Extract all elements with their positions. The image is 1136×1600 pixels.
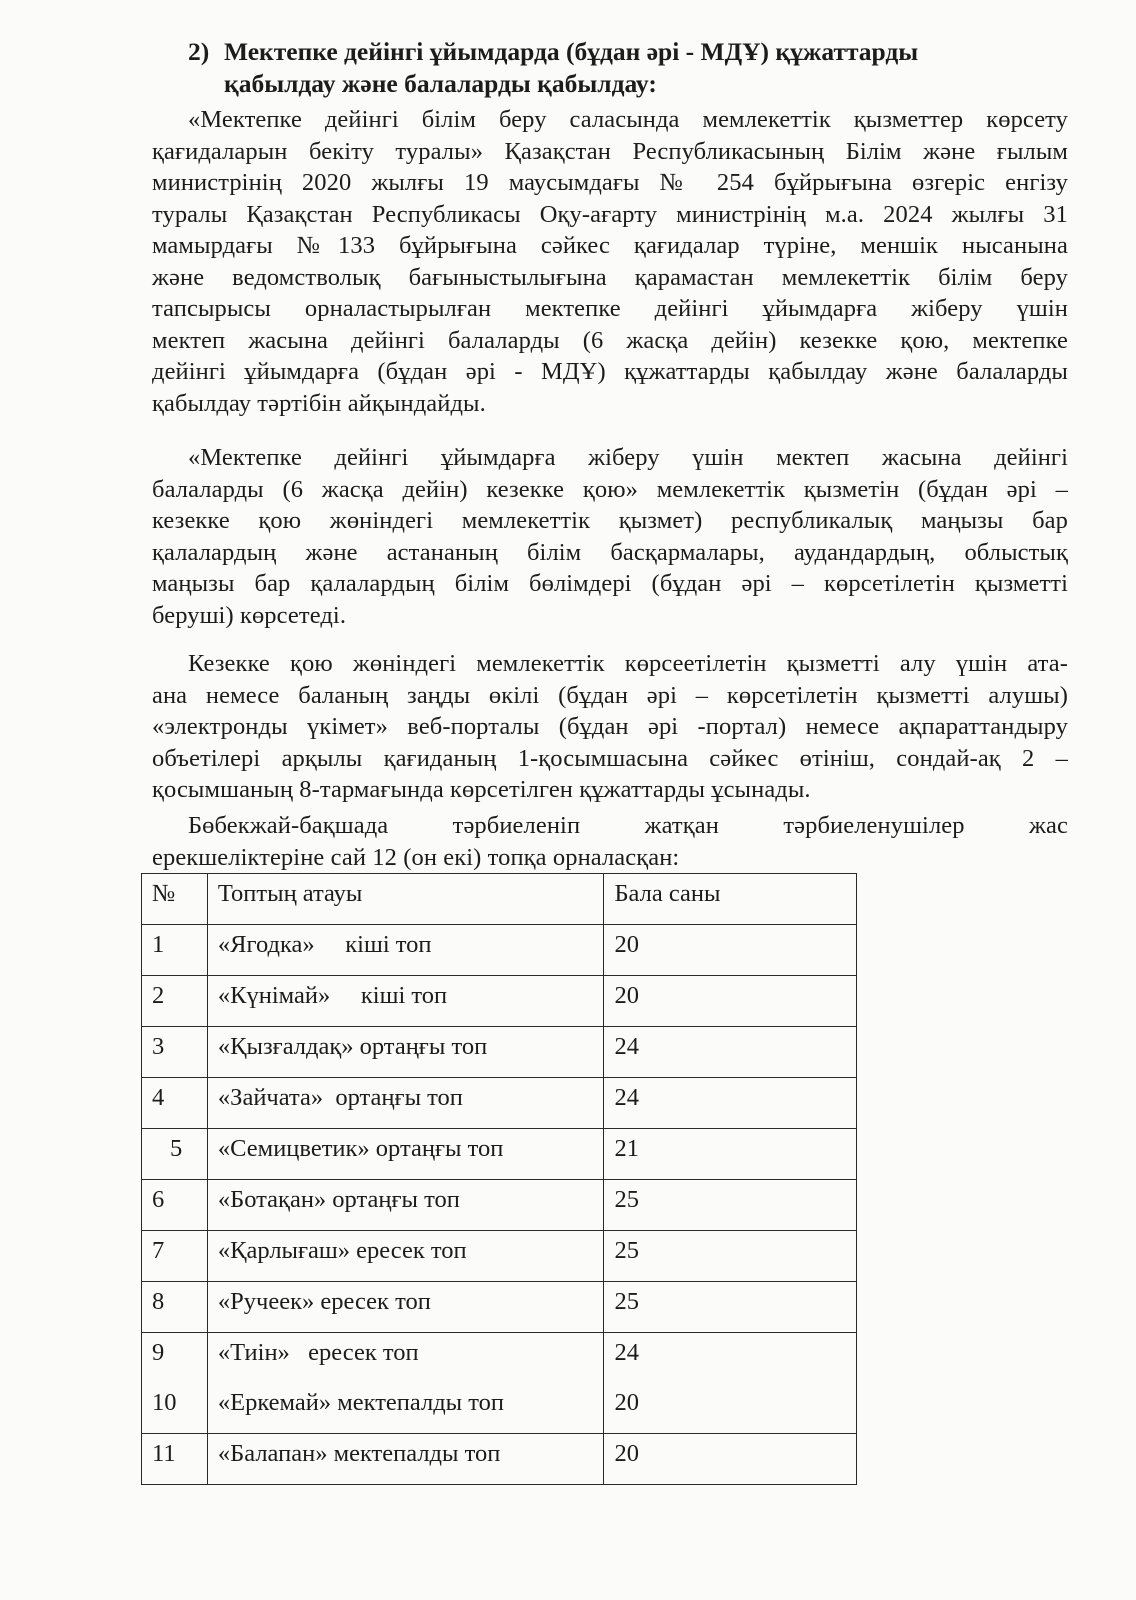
header-number: № <box>142 874 208 925</box>
row-group-name: «Қызғалдақ» ортаңғы топ <box>207 1027 604 1078</box>
table-row <box>142 925 857 976</box>
row-number: 1 <box>142 925 208 976</box>
paragraph-line: кезекке қою жөніндегі мемлекеттік қызмет) республикалық маңызы бар <box>152 507 1068 534</box>
paragraph-line: тапсырысы орналастырылған мектепке дейінгі ұйымдарға жіберу үшін <box>152 295 1068 322</box>
row-number: 8 <box>142 1282 208 1333</box>
paragraph-line: «электронды үкімет» веб-порталы (бұдан әрі -портал) немесе ақпараттандыру <box>152 713 1068 740</box>
row-number: 6 <box>142 1180 208 1231</box>
row-group-name: «Күнімай» кіші топ <box>207 976 604 1027</box>
paragraph-groups-intro <box>152 810 1068 873</box>
row-group-name: «Семицветик» ортаңғы топ <box>207 1129 604 1180</box>
row-number: 11 <box>142 1434 208 1485</box>
paragraph-line: қабылдау тәртібін айқындайды. <box>152 389 486 417</box>
row-group-name: «Ручеек» ересек топ <box>207 1282 604 1333</box>
row-number: 4 <box>142 1078 208 1129</box>
paragraph-line: беруші) көрсетеді. <box>152 601 347 629</box>
row-group-name: «Тиін» ересек топ <box>207 1333 604 1384</box>
heading-line-2: қабылдау және балаларды қабылдау: <box>224 69 657 98</box>
paragraph-line: және ведомстволық бағыныстылығына қарамастан мемлекеттік білім беру <box>152 263 1068 291</box>
row-group-name: «Зайчата» ортаңғы топ <box>207 1078 604 1129</box>
row-number: 5 <box>142 1129 208 1180</box>
row-child-count: 24 <box>604 1078 857 1129</box>
row-group-name: «Ягодка» кіші топ <box>207 925 604 976</box>
header-group-name: Топтың атауы <box>207 874 604 925</box>
row-child-count: 20 <box>604 1434 857 1485</box>
paragraph-line: мектеп жасына дейінгі балаларды (6 жасқа дейін) кезекке қою, мектепке <box>152 326 1068 354</box>
paragraph-line: Кезекке қою жөніндегі мемлекеттік көрсеетілетін қызметті алу үшін ата- <box>188 650 1068 677</box>
table-row <box>142 1383 857 1434</box>
table-row <box>142 1078 857 1129</box>
paragraph-line: Бөбекжай-бақшада тәрбиеленіп жатқан тәрбиеленушілер жас <box>188 812 1068 839</box>
paragraph-line: қалалардың және астананың білім басқармалары, аудандардың, облыстық <box>152 538 1068 566</box>
groups-table <box>141 873 857 1485</box>
row-child-count: 25 <box>604 1180 857 1231</box>
paragraph-line: қағидаларын бекіту туралы» Қазақстан Республикасының Білім және ғылым <box>152 137 1068 165</box>
paragraph-line: ана немесе баланың заңды өкілі (бұдан әрі – көрсетілетін қызметті алушы) <box>152 681 1068 709</box>
paragraph-application <box>152 648 1068 806</box>
row-number: 3 <box>142 1027 208 1078</box>
row-child-count: 24 <box>604 1027 857 1078</box>
paragraph-line: туралы Қазақстан Республикасы Оқу-ағарту министрінің м.а. 2024 жылғы 31 <box>152 200 1068 228</box>
paragraph-line: балаларды (6 жасқа дейін) кезекке қою» мемлекеттік қызметін (бұдан әрі – <box>152 475 1068 503</box>
table-row <box>142 1027 857 1078</box>
table-row <box>142 1129 857 1180</box>
row-child-count: 25 <box>604 1282 857 1333</box>
row-group-name: «Еркемай» мектепалды топ <box>207 1383 604 1434</box>
row-group-name: «Ботақан» ортаңғы топ <box>207 1180 604 1231</box>
heading-line-1: Мектепке дейінгі ұйымдарда (бұдан әрі - МДҰ) құжаттарды <box>224 37 919 66</box>
table-row <box>142 976 857 1027</box>
paragraph-line: «Мектепке дейінгі ұйымдарға жіберу үшін мектеп жасына дейінгі <box>188 444 1068 471</box>
row-child-count: 20 <box>604 976 857 1027</box>
table-row <box>142 1333 857 1384</box>
paragraph-line: дейінгі ұйымдарға (бұдан әрі - МДҰ) құжаттарды қабылдау және балаларды <box>152 358 1068 385</box>
header-child-count: Бала саны <box>604 874 857 925</box>
table-header-row <box>142 874 857 925</box>
paragraph-line: маңызы бар қалалардың білім бөлімдері (бұдан әрі – көрсетілетін қызметті <box>152 570 1068 597</box>
row-group-name: «Балапан» мектепалды топ <box>207 1434 604 1485</box>
paragraph-service <box>152 442 1068 631</box>
row-number: 9 <box>142 1333 208 1384</box>
paragraph-line: объетілері арқылы қағиданың 1-қосымшасына сәйкес өтініш, сондай-ақ 2 – <box>152 744 1068 772</box>
paragraph-line: мамырдағы №133 бұйрығына сәйкес қағидалар түріне, меншік нысанына <box>152 232 1068 259</box>
paragraph-rules <box>152 104 1068 419</box>
row-child-count: 25 <box>604 1231 857 1282</box>
paragraph-line: қосымшаның 8-тармағында көрсетілген құжаттарды ұсынады. <box>152 776 811 803</box>
table-row <box>142 1282 857 1333</box>
row-child-count: 21 <box>604 1129 857 1180</box>
paragraph-line: ерекшеліктеріне сай 12 (он екі) топқа орналасқан: <box>152 843 680 871</box>
row-child-count: 20 <box>604 925 857 976</box>
paragraph-line: «Мектепке дейінгі білім беру саласында мемлекеттік қызметтер көрсету <box>188 106 1068 133</box>
row-child-count: 20 <box>604 1383 857 1434</box>
section-heading <box>188 36 1068 100</box>
row-group-name: «Қарлығаш» ересек топ <box>207 1231 604 1282</box>
row-number: 2 <box>142 976 208 1027</box>
paragraph-line: министрінің 2020 жылғы 19 маусымдағы № 254 бұйрығына өзгеріс енгізу <box>152 169 1068 196</box>
row-child-count: 24 <box>604 1333 857 1384</box>
heading-number: 2) <box>188 37 210 66</box>
table-row <box>142 1434 857 1485</box>
row-number: 7 <box>142 1231 208 1282</box>
table-row <box>142 1180 857 1231</box>
row-number: 10 <box>142 1383 208 1434</box>
table-row <box>142 1231 857 1282</box>
